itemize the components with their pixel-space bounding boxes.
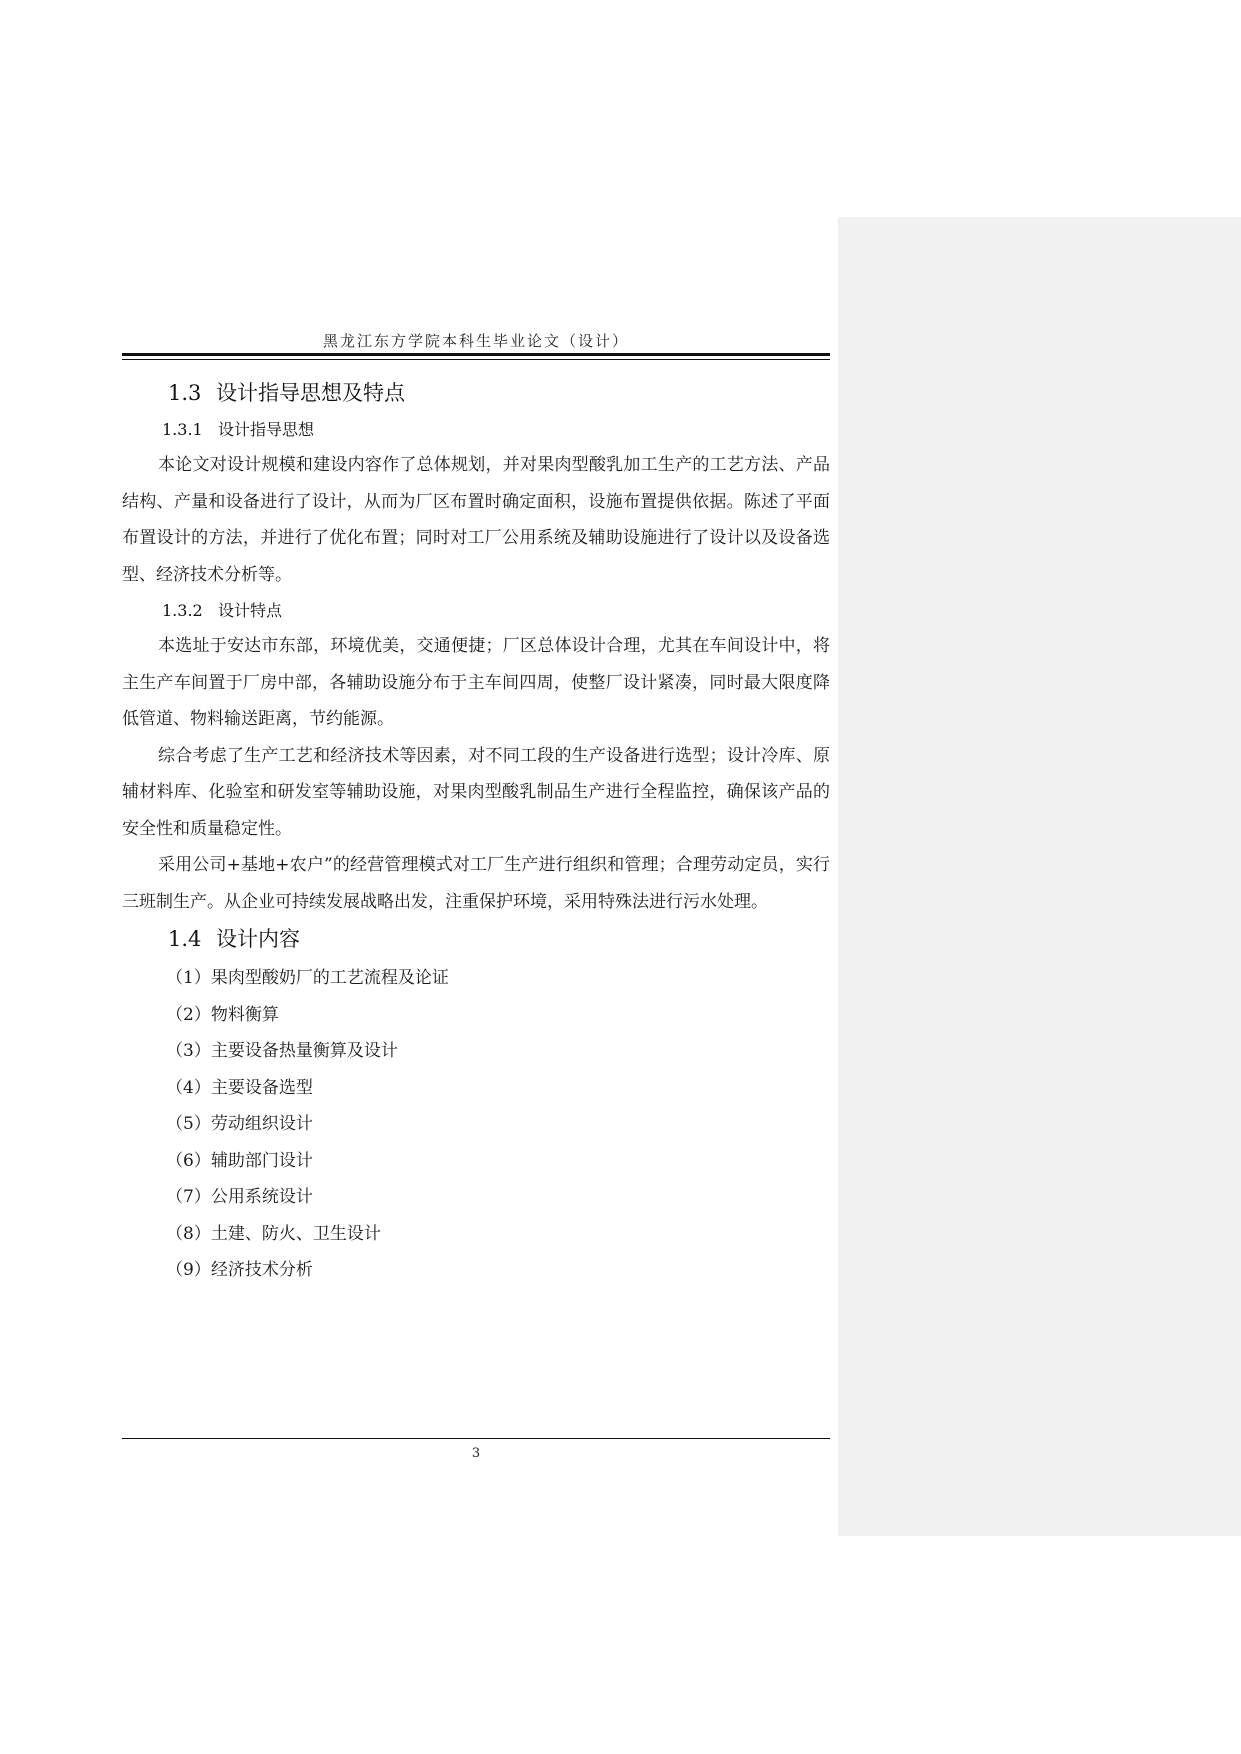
header-rule-thin xyxy=(122,359,830,360)
subsection-title: 设计指导思想 xyxy=(218,420,315,439)
section-title: 设计内容 xyxy=(216,927,300,951)
list-item: （1）果肉型酸奶厂的工艺流程及论证 xyxy=(166,968,449,988)
page-number: 3 xyxy=(471,1446,481,1461)
paragraph-equipment-selection: 综合考虑了生产工艺和经济技术等因素，对不同工段的生产设备进行选型；设计冷库、原辅材料库、化验室和研发室等辅助设施，对果肉型酸乳制品生产进行全程监控，确保该产品的安全性和质量稳定性。 xyxy=(122,745,830,839)
list-item: （2）物料衡算 xyxy=(166,1004,279,1025)
paragraph-guiding-ideas: 本论文对设计规模和建设内容作了总体规划，并对果肉型酸乳加工生产的工艺方法、产品结构、产量和设备进行了设计，从而为厂区布置时确定面积，设施布置提供依据。陈述了平面布置设计的方法，并进行了优化布置；同时对工厂公用系统及辅助设施进行了设计以及设备选型、经济技术分析等。 xyxy=(122,455,830,585)
comment-pane xyxy=(838,217,1241,1536)
section-number: 1.4 xyxy=(168,927,202,951)
paragraph-site-design: 本选址于安达市东部，环境优美，交通便捷；厂区总体设计合理，尤其在车间设计中，将主生产车间置于厂房中部，各辅助设施分布于主车间四周，使整厂设计紧凑，同时最大限度降低管道、物料输送距离，节约能源。 xyxy=(122,636,830,729)
header-rule-thick xyxy=(122,353,830,356)
running-header: 黑龙江东方学院本科生毕业论文（设计） xyxy=(322,332,629,350)
list-item: （6）辅助部门设计 xyxy=(166,1150,313,1171)
subsection-title: 设计特点 xyxy=(218,601,283,620)
body-flow xyxy=(122,374,830,1289)
list-item: （8）土建、防火、卫生设计 xyxy=(166,1223,381,1244)
design-content-list xyxy=(122,960,830,1289)
list-item: （9）经济技术分析 xyxy=(166,1260,313,1280)
section-number: 1.3 xyxy=(168,381,202,405)
paragraph-management-model: 采用公司+基地+农户”的经营管理模式对工厂生产进行组织和管理；合理劳动定员，实行三班制生产。从企业可持续发展战略出发，注重保护环境，采用特殊法进行污水处理。 xyxy=(122,855,830,912)
section-heading-1-3 xyxy=(122,374,830,412)
list-item: （3）主要设备热量衡算及设计 xyxy=(166,1041,398,1061)
list-item: （7）公用系统设计 xyxy=(166,1187,313,1207)
subsection-heading-1-3-2 xyxy=(122,593,830,628)
subsection-heading-1-3-1 xyxy=(122,412,830,447)
section-heading-1-4 xyxy=(122,920,830,958)
subsection-number: 1.3.2 xyxy=(162,601,203,620)
document-page xyxy=(122,0,830,1754)
footer-rule xyxy=(122,1438,830,1439)
list-item: （5）劳动组织设计 xyxy=(166,1114,313,1134)
list-item: （4）主要设备选型 xyxy=(166,1077,313,1098)
section-title: 设计指导思想及特点 xyxy=(216,381,405,405)
subsection-number: 1.3.1 xyxy=(162,420,203,439)
